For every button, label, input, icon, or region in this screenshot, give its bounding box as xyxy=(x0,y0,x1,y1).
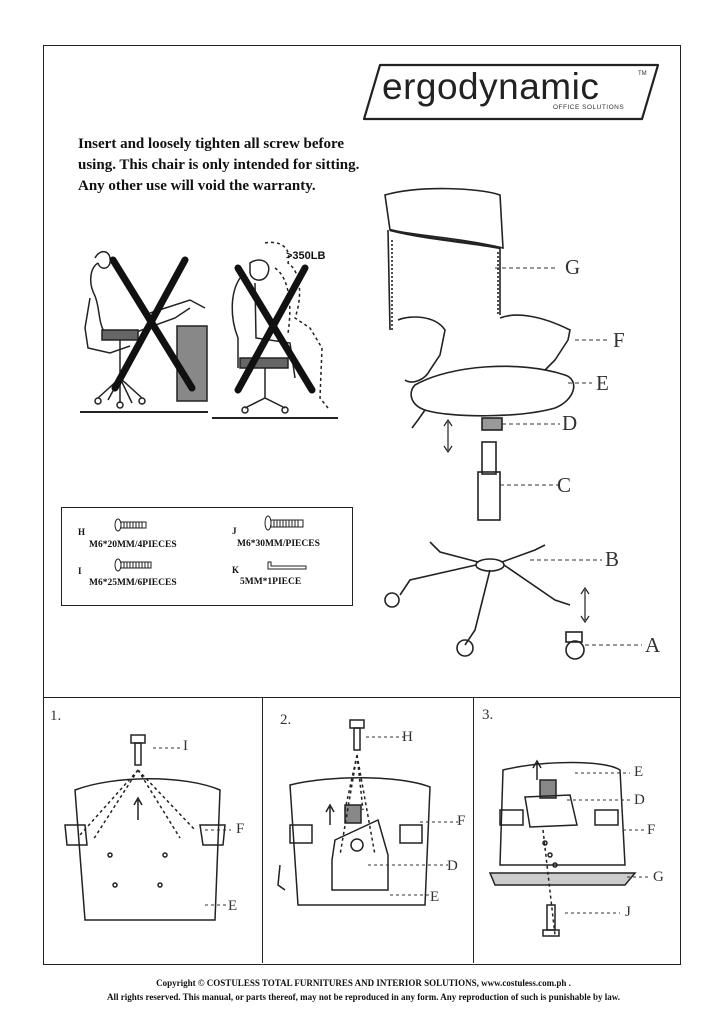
backrest-g xyxy=(385,189,503,330)
step-number: 2. xyxy=(280,712,292,728)
part-letter: I xyxy=(78,566,82,576)
armrest-f xyxy=(398,315,570,382)
step-divider-1 xyxy=(262,697,263,963)
footer-rights: All rights reserved. This manual, or parts thereof, may not be reproduced in any form. Any reproduction of such is punishable by law. xyxy=(107,992,620,1002)
allen-key-icon xyxy=(268,562,306,569)
instructions-text xyxy=(78,134,358,197)
step-1-illustration xyxy=(55,730,255,930)
component-label-b: B xyxy=(605,547,620,571)
part-desc: 5MM*1PIECE xyxy=(240,577,302,587)
weight-limit-label: >350LB xyxy=(286,250,326,262)
part-desc: M6*20MM/4PIECES xyxy=(89,540,177,550)
component-label-d: D xyxy=(562,411,578,435)
component-label-c: C xyxy=(557,473,572,497)
part-letter: H xyxy=(78,527,86,537)
component-label-a: A xyxy=(645,633,661,657)
screw-h-icon xyxy=(115,519,146,531)
screw-j-icon xyxy=(265,516,303,530)
seat-e xyxy=(411,366,574,415)
step-1-label: F xyxy=(236,821,245,837)
step-2-label: E xyxy=(430,889,440,905)
step-2-label: F xyxy=(457,813,466,829)
footer-copyright: Copyright © COSTULESS TOTAL FURNITURES AND INTERIOR SOLUTIONS, www.costuless.com.ph . xyxy=(156,978,571,988)
step-number: 1. xyxy=(50,708,62,724)
component-label-e: E xyxy=(596,371,609,395)
part-letter: K xyxy=(232,565,240,575)
misuse-warning-illustration xyxy=(80,238,340,423)
chair-exploded-diagram xyxy=(370,180,670,670)
part-letter: J xyxy=(232,526,237,536)
step-3-label: G xyxy=(653,869,664,885)
instruction-line: using. This chair is only intended for sitting. xyxy=(78,157,360,173)
instruction-line: Any other use will void the warranty. xyxy=(78,178,316,194)
step-3-label: D xyxy=(634,792,645,808)
leader-lines xyxy=(495,268,642,645)
step-3-label: J xyxy=(625,904,631,920)
step-3-label: E xyxy=(634,764,644,780)
component-label-g: G xyxy=(565,255,581,279)
instruction-line: Insert and loosely tighten all screw before xyxy=(78,136,345,152)
part-desc: M6*30MM/PIECES xyxy=(237,539,320,549)
step-1-label: I xyxy=(183,738,188,754)
prohibited-x-mark-1 xyxy=(113,260,192,388)
step-number: 3. xyxy=(482,707,494,723)
brand-tagline: OFFICE SOLUTIONS xyxy=(553,104,625,111)
part-desc: M6*25MM/6PIECES xyxy=(89,578,177,588)
step-1-label: E xyxy=(228,898,238,914)
step-2-label: D xyxy=(447,858,458,874)
step-divider-2 xyxy=(473,697,474,963)
prohibited-x-mark-2 xyxy=(238,268,312,390)
step-2-illustration xyxy=(270,715,470,915)
height-adjust-arrows xyxy=(444,420,589,622)
screw-i-icon xyxy=(115,559,151,571)
section-divider xyxy=(43,697,681,698)
gas-lift-c xyxy=(478,442,500,520)
hardware-icons xyxy=(110,517,310,587)
mechanism-d xyxy=(412,410,502,430)
brand-logo: ergodynamic xyxy=(382,66,600,107)
step-3-illustration xyxy=(485,755,685,955)
brand-trademark: TM xyxy=(638,71,647,77)
step-3-label: F xyxy=(647,822,656,838)
component-label-f: F xyxy=(613,328,625,352)
base-b xyxy=(400,542,570,645)
caster-a xyxy=(385,593,584,659)
step-2-label: H xyxy=(402,729,413,745)
